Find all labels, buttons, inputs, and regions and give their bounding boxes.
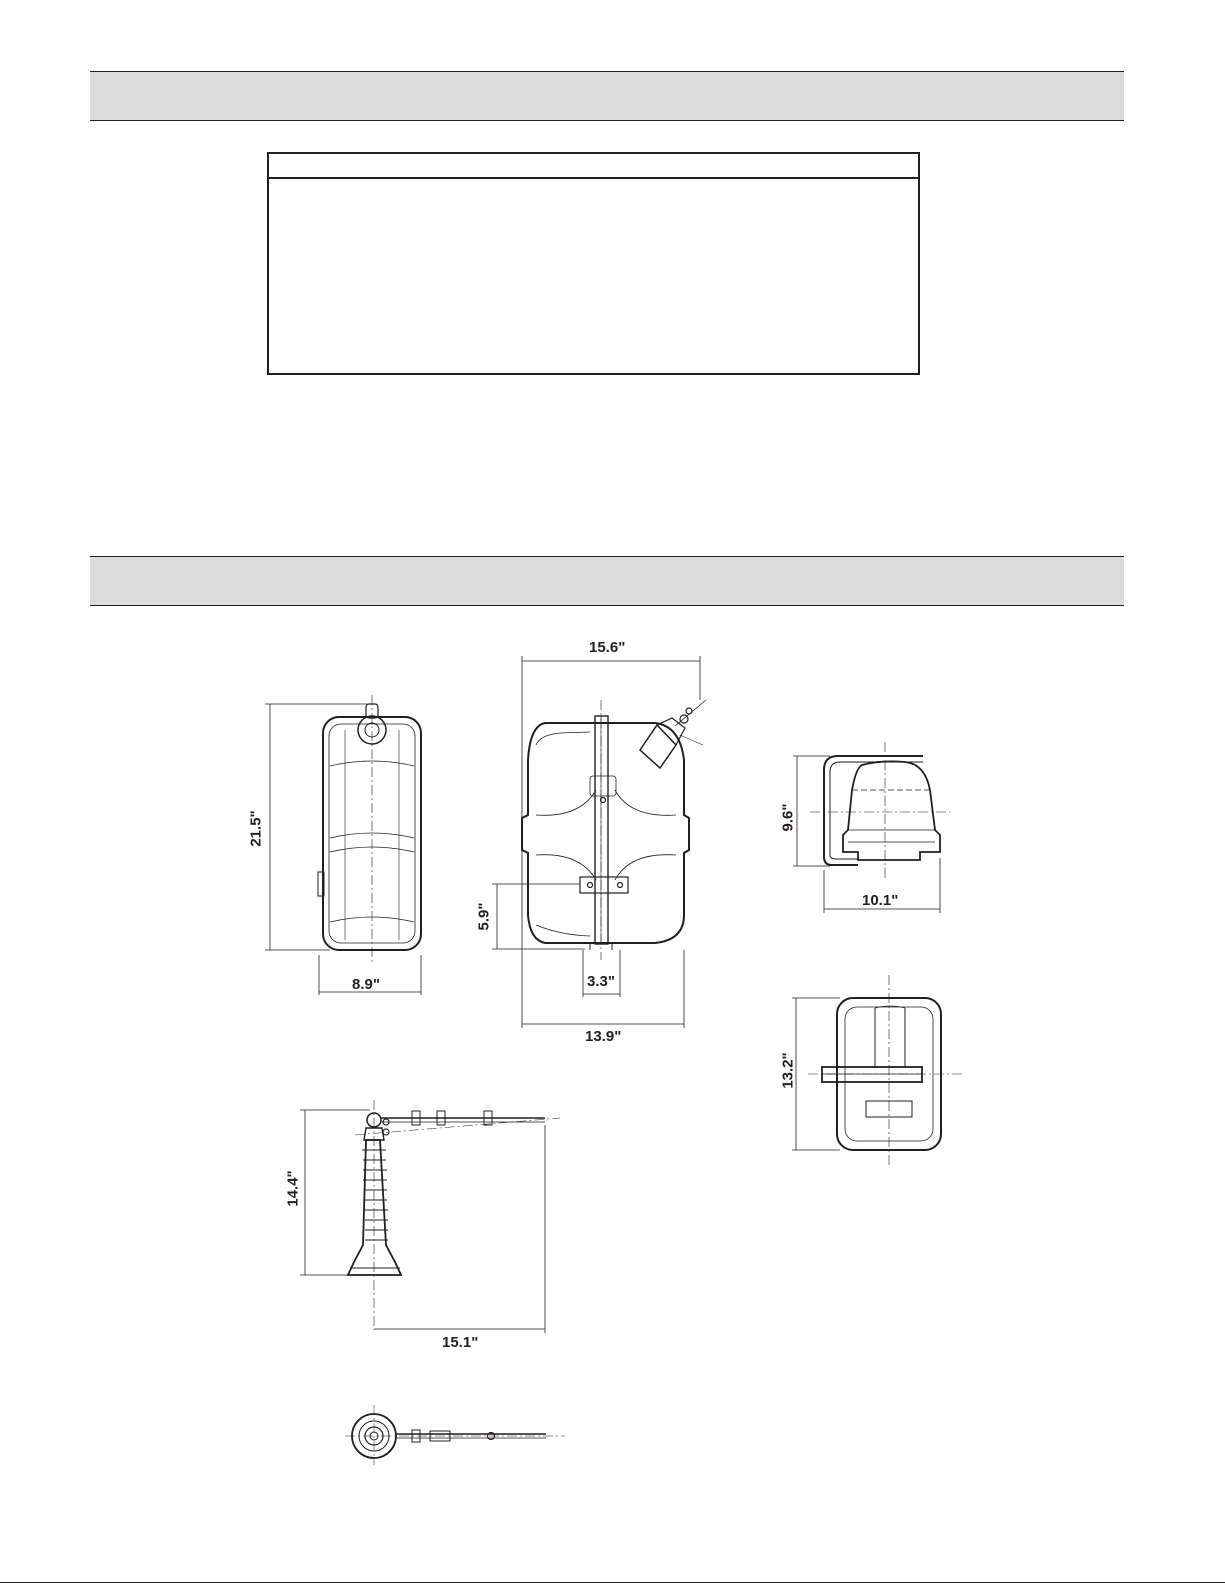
dim-side-bottom-width: 13.9" — [585, 1028, 622, 1045]
dim-filler-width: 15.1" — [442, 1334, 479, 1351]
filler-neck-side-view — [348, 1100, 560, 1330]
bracket-view — [810, 742, 950, 880]
dim-front-width: 8.9" — [352, 976, 380, 993]
dim-front-height: 21.5" — [247, 810, 265, 847]
filler-neck-top-view — [345, 1405, 565, 1465]
bracket-dimension-lines — [793, 756, 940, 913]
tank-top-view — [808, 975, 965, 1165]
dim-bracket-width: 10.1" — [862, 892, 899, 909]
dim-top-view-height: 13.2" — [779, 1052, 797, 1089]
filler-neck-dimension-lines — [300, 1110, 545, 1333]
tank-front-view — [318, 695, 421, 965]
page-bottom-rule — [0, 1582, 1225, 1583]
dim-side-mount-width: 3.3" — [587, 973, 615, 990]
dim-bracket-height: 9.6" — [779, 803, 797, 832]
dim-filler-height: 14.4" — [284, 1170, 302, 1207]
dim-side-top-width: 15.6" — [589, 639, 626, 656]
dim-side-mount-height: 5.9" — [475, 902, 493, 931]
tank-side-view — [522, 700, 706, 960]
